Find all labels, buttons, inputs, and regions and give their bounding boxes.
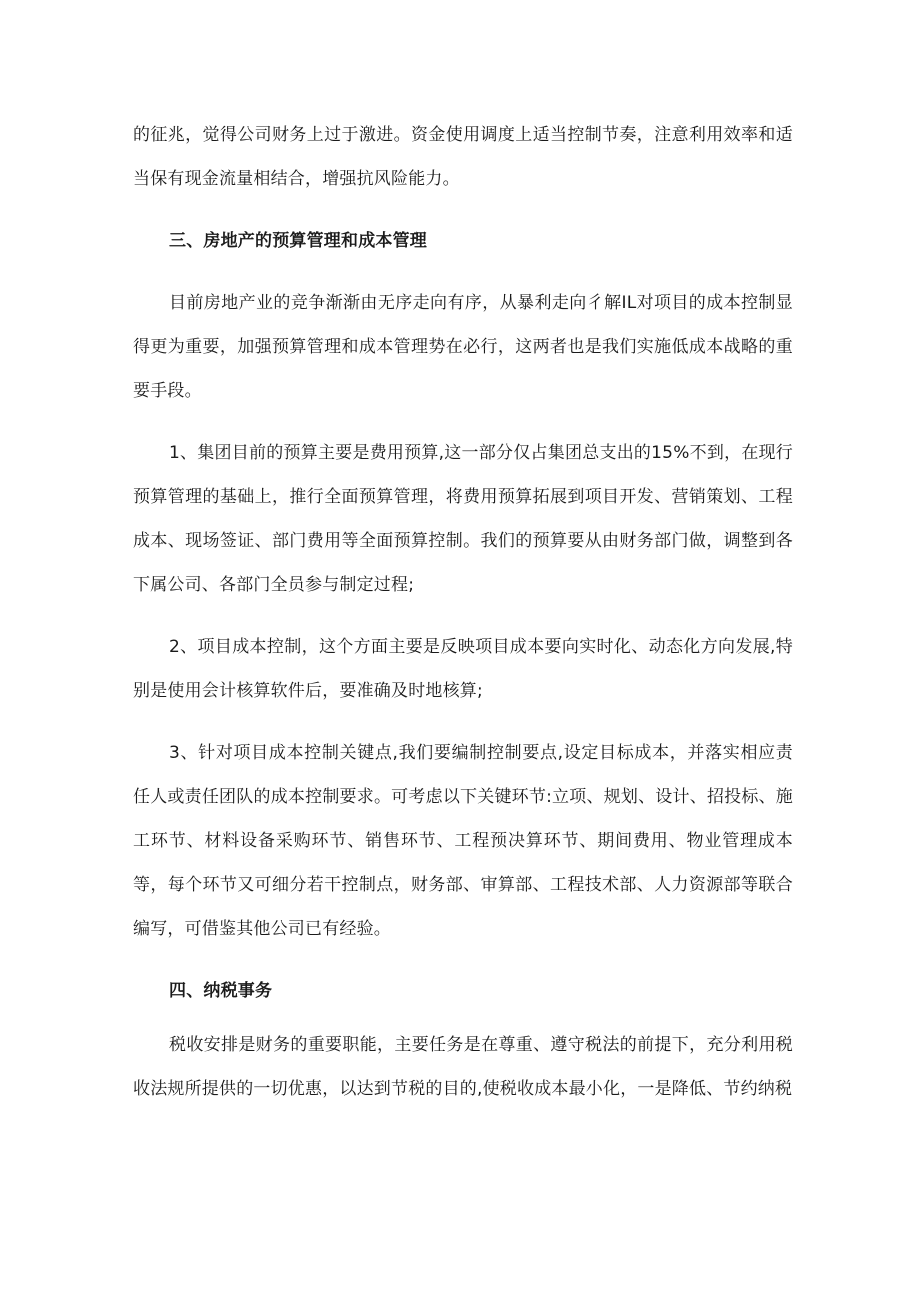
list-item-1: 1、集团目前的预算主要是费用预算,这一部分仅占集团总支出的15%不到，在现行预算管理的基础上，推行全面预算管理，将费用预算拓展到项目开发、营销策划、工程成本、现场签证、部门费用等全面预算控制。我们的预算要从由财务部门做，调整到各下属公司、各部门全员参与制定过程;: [133, 443, 793, 595]
paragraph-tax: 税收安排是财务的重要职能，主要任务是在尊重、遵守税法的前提下，充分利用税收法规所提供的一切优惠，以达到节税的目的,使税收成本最小化，一是降低、节约纳税: [133, 1035, 793, 1099]
section-heading-4: 四、纳税事务: [169, 981, 273, 1001]
list-item-2: 2、项目成本控制，这个方面主要是反映项目成本要向实时化、动态化方向发展,特别是使用会计核算软件后，要准确及时地核算;: [133, 637, 793, 701]
document-page: [133, 113, 793, 1111]
list-item-3: 3、针对项目成本控制关键点,我们要编制控制要点,设定目标成本，并落实相应责任人或责任团队的成本控制要求。可考虑以下关键环节:立项、规划、设计、招投标、施工环节、材料设备采购环节、销售环节、工程预决算环节、期间费用、物业管理成本等，每个环节又可细分若干控制点，财务部、审算部、工程技术部、人力资源部等联合编写，可借鉴其他公司已有经验。: [133, 743, 793, 939]
paragraph-continued: 的征兆，觉得公司财务上过于激进。资金使用调度上适当控制节奏，注意利用效率和适当保有现金流量相结合，增强抗风险能力。: [133, 125, 793, 189]
paragraph-intro: 目前房地产业的竞争渐渐由无序走向有序，从暴利走向彳解IL对项目的成本控制显得更为重要，加强预算管理和成本管理势在必行，这两者也是我们实施低成本战略的重要手段。: [133, 293, 793, 401]
section-heading-3: 三、房地产的预算管理和成本管理: [169, 231, 427, 251]
